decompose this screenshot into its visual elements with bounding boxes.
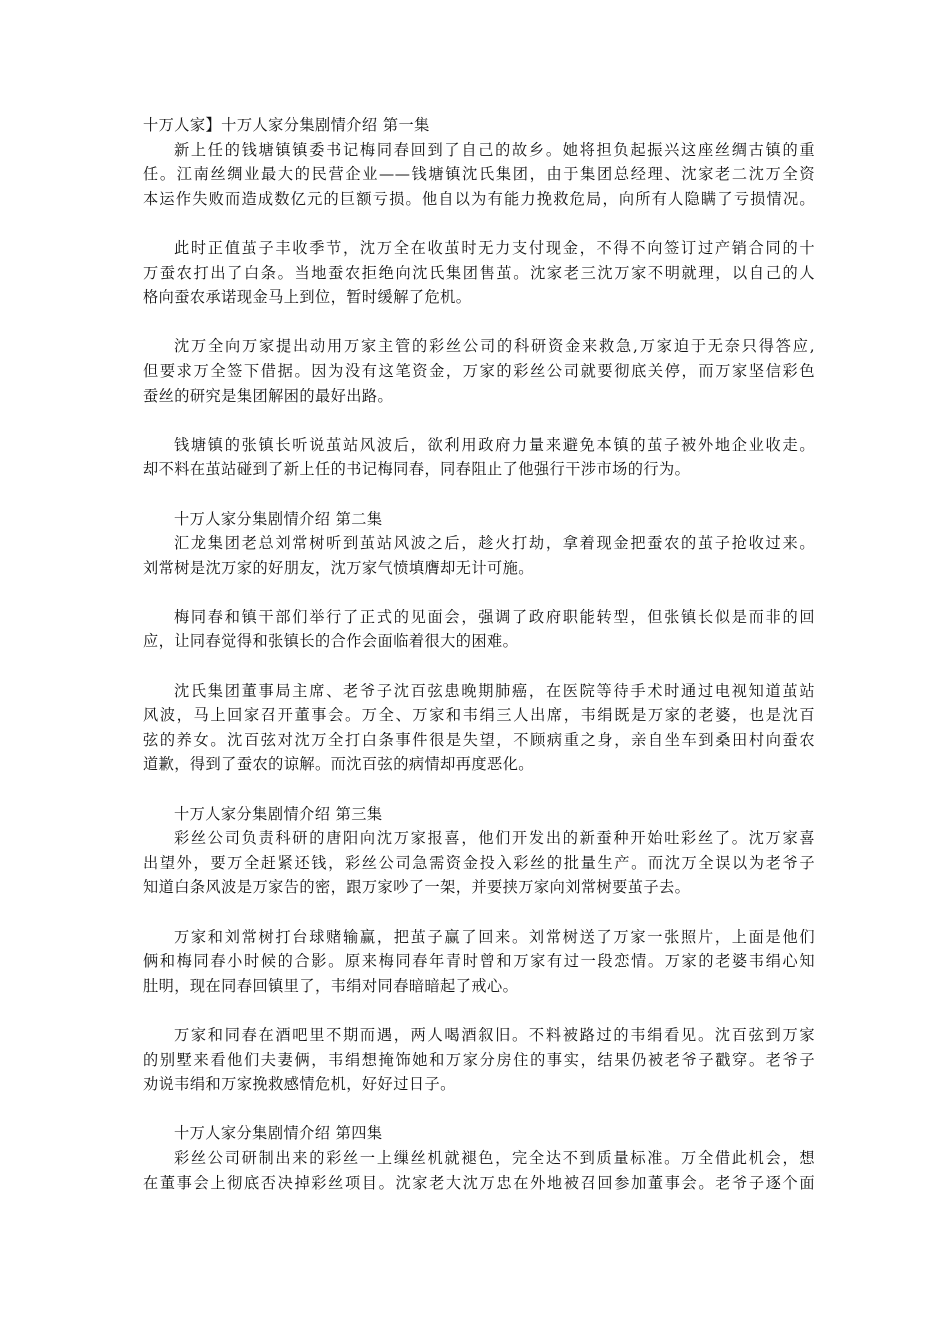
paragraph-gap	[143, 211, 815, 236]
text-line: 彩丝公司负责科研的唐阳向沈万家报喜，他们开发出的新蚕种开始吐彩丝了。沈万家喜	[174, 829, 815, 848]
paragraph-gap	[143, 900, 815, 925]
paragraph-gap	[143, 654, 815, 679]
paragraph-gap	[143, 1097, 815, 1122]
text-line: 的别墅来看他们夫妻俩，韦绢想掩饰她和万家分房住的事实，结果仍被老爷子戳穿。老爷子	[143, 1050, 815, 1069]
text-line: 但要求万全签下借据。因为没有这笔资金，万家的彩丝公司就要彻底关停，而万家坚信彩色	[143, 361, 815, 380]
text-line: 弦的养女。沈百弦对沈万全打白条事件很是失望，不顾病重之身，亲自坐车到桑田村向蚕农	[143, 730, 815, 749]
text-line: 万家和刘常树打台球赌输赢，把茧子赢了回来。刘常树送了万家一张照片，上面是他们	[174, 927, 815, 946]
text-line: 万家和同春在酒吧里不期而遇，两人喝酒叙旧。不料被路过的韦绢看见。沈百弦到万家	[174, 1025, 815, 1044]
text-line: 沈万全向万家提出动用万家主管的彩丝公司的科研资金来救急,万家迫于无奈只得答应,	[174, 337, 815, 356]
text-line: 新上任的钱塘镇镇委书记梅同春回到了自己的故乡。她将担负起振兴这座丝绸古镇的重	[174, 140, 815, 159]
episode-4-heading: 十万人家分集剧情介绍 第四集	[174, 1124, 383, 1143]
text-line: 此时正值茧子丰收季节，沈万全在收茧时无力支付现金，不得不向签订过产销合同的十	[174, 238, 815, 257]
text-line: 应，让同春觉得和张镇长的合作会面临着很大的困难。	[143, 632, 519, 651]
ep3-paragraph-3	[143, 1023, 815, 1097]
ep3-paragraph-1	[143, 826, 815, 900]
text-line: 沈氏集团董事局主席、老爷子沈百弦患晚期肺癌，在医院等待手术时通过电视知道茧站	[174, 681, 815, 700]
text-line: 蚕丝的研究是集团解困的最好出路。	[143, 386, 394, 405]
paragraph-gap	[143, 998, 815, 1023]
text-line: 却不料在茧站碰到了新上任的书记梅同春，同春阻止了他强行干涉市场的行为。	[143, 460, 691, 479]
ep4-paragraph-1	[143, 1146, 815, 1195]
episode-2-heading: 十万人家分集剧情介绍 第二集	[174, 509, 383, 528]
text-line: 万蚕农打出了白条。当地蚕农拒绝向沈氏集团售茧。沈家老三沈万家不明就理，以自己的人	[143, 263, 815, 282]
ep2-paragraph-3	[143, 679, 815, 777]
ep3-paragraph-2	[143, 925, 815, 999]
text-line: 彩丝公司研制出来的彩丝一上缫丝机就褪色，完全达不到质量标准。万全借此机会，想	[174, 1148, 815, 1167]
document-title: 十万人家】十万人家分集剧情介绍 第一集	[143, 116, 430, 134]
ep2-paragraph-1	[143, 531, 815, 580]
paragraph-gap	[143, 408, 815, 433]
text-line: 汇龙集团老总刘常树听到茧站风波之后，趁火打劫，拿着现金把蚕农的茧子抢收过来。	[174, 534, 815, 553]
text-line: 梅同春和镇干部们举行了正式的见面会，强调了政府职能转型，但张镇长似是而非的回	[174, 607, 815, 626]
ep2-paragraph-2	[143, 605, 815, 654]
text-line: 刘常树是沈万家的好朋友，沈万家气愤填膺却无计可施。	[143, 558, 534, 577]
ep1-paragraph-4	[143, 433, 815, 482]
text-line: 风波，马上回家召开董事会。万全、万家和韦绢三人出席，韦绢既是万家的老婆，也是沈百	[143, 706, 815, 725]
episode-3-heading: 十万人家分集剧情介绍 第三集	[174, 804, 383, 823]
text-line: 任。江南丝绸业最大的民营企业——钱塘镇沈氏集团，由于集团总经理、沈家老二沈万全资	[143, 165, 815, 184]
paragraph-gap	[143, 777, 815, 802]
ep1-paragraph-3	[143, 334, 815, 408]
text-line: 劝说韦绢和万家挽救感情危机，好好过日子。	[143, 1075, 456, 1094]
ep1-paragraph-1	[143, 138, 815, 212]
text-line: 道歉，得到了蚕农的谅解。而沈百弦的病情却再度恶化。	[143, 755, 534, 774]
paragraph-gap	[143, 580, 815, 605]
text-line: 格向蚕农承诺现金马上到位，暂时缓解了危机。	[143, 288, 472, 307]
document-page	[143, 113, 815, 1195]
paragraph-gap	[143, 482, 815, 507]
text-line: 在董事会上彻底否决掉彩丝项目。沈家老大沈万忠在外地被召回参加董事会。老爷子逐个面	[143, 1173, 815, 1192]
text-line: 俩和梅同春小时候的合影。原来梅同春年青时曾和万家有过一段恋情。万家的老婆韦绢心知	[143, 952, 815, 971]
text-line: 知道白条风波是万家告的密，跟万家吵了一架，并要挟万家向刘常树要茧子去。	[143, 878, 691, 897]
text-line: 出望外，要万全赶紧还钱，彩丝公司急需资金投入彩丝的批量生产。而沈万全误以为老爷子	[143, 853, 815, 872]
text-line: 本运作失败而造成数亿元的巨额亏损。他自以为有能力挽救危局，向所有人隐瞒了亏损情况。	[143, 189, 815, 208]
paragraph-gap	[143, 310, 815, 335]
ep1-paragraph-2	[143, 236, 815, 310]
text-line: 钱塘镇的张镇长听说茧站风波后，欲利用政府力量来避免本镇的茧子被外地企业收走。	[174, 435, 815, 454]
text-line: 肚明，现在同春回镇里了，韦绢对同春暗暗起了戒心。	[143, 976, 519, 995]
